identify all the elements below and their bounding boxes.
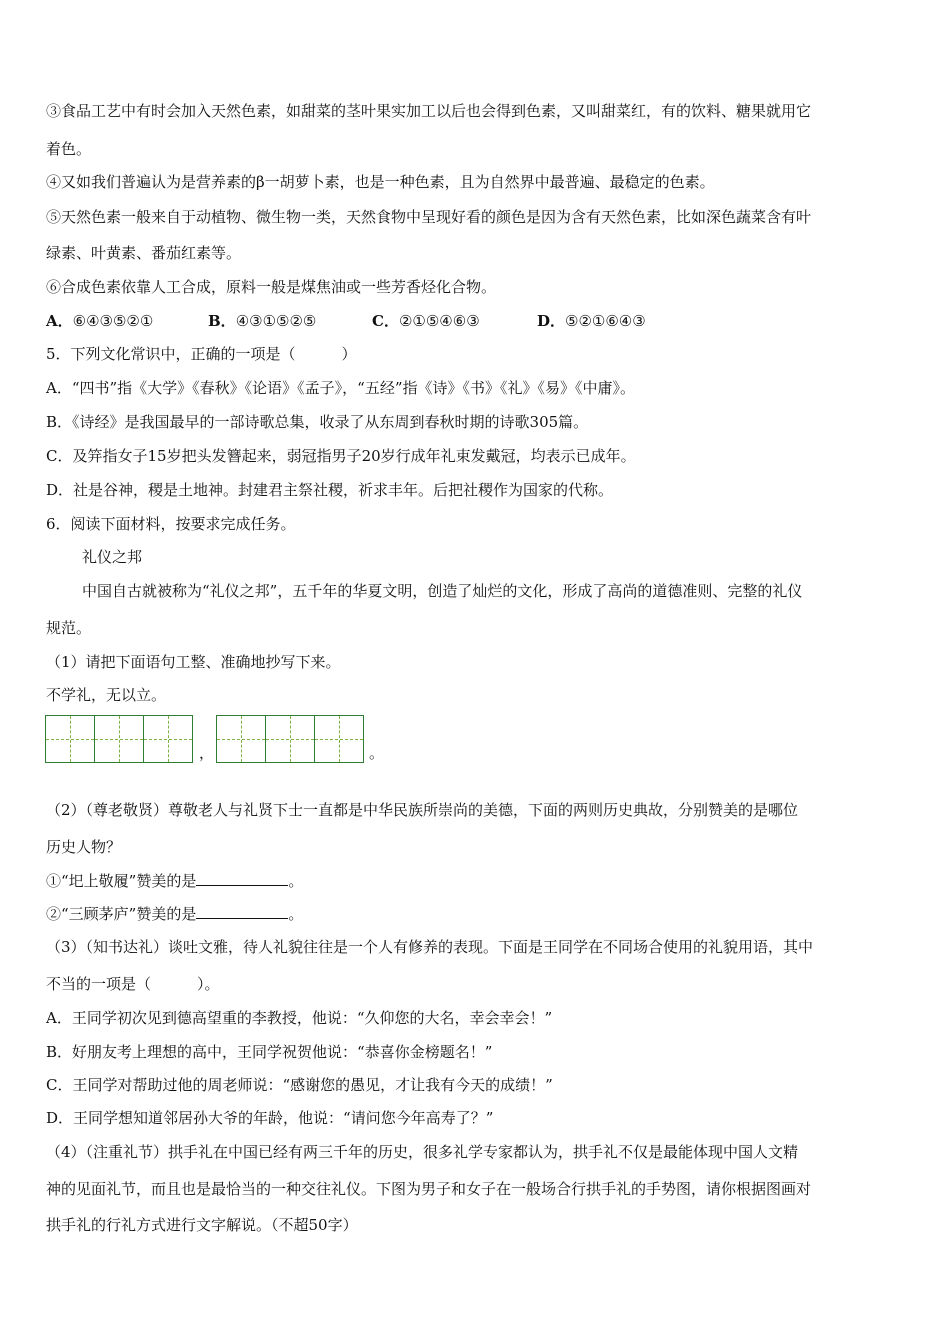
grid-cell[interactable] (45, 715, 95, 763)
q4-item3-line1: ③食品工艺中有时会加入天然色素，如甜菜的茎叶果实加工以后也会得到色素，又叫甜菜红，有的饮料、糖果就用它 (46, 102, 812, 120)
q4-item5-line2: 绿素、叶黄素、番茄红素等。 (46, 244, 242, 262)
q6-part3-option-b[interactable]: B．好朋友考上理想的高中，王同学祝贺他说：“恭喜你金榜题名！” (46, 1043, 493, 1061)
q5-option-c[interactable]: C．及笄指女子15岁把头发簪起来，弱冠指男子20岁行成年礼束发戴冠，均表示已成年。 (46, 447, 636, 465)
grid-period: 。 (369, 744, 385, 762)
q4-option-a[interactable]: A．⑥④③⑤②① (46, 312, 154, 330)
grid-comma: ， (199, 744, 215, 762)
grid-cell[interactable] (143, 715, 193, 763)
material-line2: 规范。 (46, 619, 92, 637)
q4-option-d[interactable]: D．⑤②①⑥④③ (537, 312, 646, 330)
q4-option-c[interactable]: C．②①⑤④⑥③ (372, 312, 480, 330)
grid-cell[interactable] (265, 715, 315, 763)
q6-part4-line2: 神的见面礼节，而且也是最恰当的一种交往礼仪。下图为男子和女子在一般场合行拱手礼的手势图，请你根据图画对 (46, 1180, 812, 1198)
answer-blank[interactable] (196, 871, 288, 886)
q6-part4-line1: （4）（注重礼节）拱手礼在中国已经有两三千年的历史，很多礼学专家都认为，拱手礼不仅是最能体现中国人文精 (46, 1143, 799, 1161)
q6-part2-item1: ①“圯上敬履”赞美的是 。 (46, 872, 304, 890)
q6-part2-line1: （2）（尊老敬贤）尊敬老人与礼贤下士一直都是中华民族所崇尚的美德，下面的两则历史典故，分别赞美的是哪位 (46, 801, 799, 819)
q6-part1-text: 不学礼，无以立。 (46, 686, 167, 704)
q5-option-d[interactable]: D．社是谷神，稷是土地神。封建君主祭社稷，祈求丰年。后把社稷作为国家的代称。 (46, 481, 614, 499)
q4-item4: ④又如我们普遍认为是营养素的β一胡萝卜素，也是一种色素，且为自然界中最普遍、最稳定的色素。 (46, 173, 715, 191)
q6-part2-line2: 历史人物？ (46, 838, 122, 856)
q6-part3-line1: （3）（知书达礼）谈吐文雅，待人礼貌往往是一个人有修养的表现。下面是王同学在不同场合使用的礼貌用语，其中 (46, 938, 814, 956)
q5-stem: 5．下列文化常识中，正确的一项是（ ） (46, 345, 357, 363)
q5-option-b[interactable]: B．《诗经》是我国最早的一部诗歌总集，收录了从东周到春秋时期的诗歌305篇。 (46, 413, 589, 431)
grid-cell[interactable] (94, 715, 144, 763)
q5-option-a[interactable]: A．“四书”指《大学》《春秋》《论语》《孟子》，“五经”指《诗》《书》《礼》《易》《中庸》。 (46, 379, 636, 397)
grid-cell[interactable] (314, 715, 364, 763)
material-title: 礼仪之邦 (82, 548, 143, 566)
q6-part2-item2: ②“三顾茅庐”赞美的是 。 (46, 905, 304, 923)
writing-grid-left[interactable] (45, 715, 192, 763)
q4-item5-line1: ⑤天然色素一般来自于动植物、微生物一类，天然食物中呈现好看的颜色是因为含有天然色素，比如深色蔬菜含有叶 (46, 208, 812, 226)
q6-part3-option-d[interactable]: D．王同学想知道邻居孙大爷的年龄，他说：“请问您今年高寿了？” (46, 1109, 494, 1127)
answer-blank[interactable] (196, 904, 288, 919)
q6-part3-option-c[interactable]: C．王同学对帮助过他的周老师说：“感谢您的愚见，才让我有今天的成绩！” (46, 1076, 553, 1094)
q4-item3-line2: 着色。 (46, 140, 92, 158)
writing-grid-right[interactable] (216, 715, 363, 763)
q6-part4-line3: 拱手礼的行礼方式进行文字解说。（不超50字） (46, 1216, 358, 1234)
q4-options (46, 311, 646, 331)
q6-part1-stem: （1）请把下面语句工整、准确地抄写下来。 (46, 653, 341, 671)
q6-part3-option-a[interactable]: A．王同学初次见到德高望重的李教授，他说：“久仰您的大名，幸会幸会！” (46, 1009, 553, 1027)
q4-option-b[interactable]: B．④③①⑤②⑤ (208, 312, 317, 330)
grid-cell[interactable] (216, 715, 266, 763)
q6-stem: 6．阅读下面材料，按要求完成任务。 (46, 515, 296, 533)
q6-part3-line2: 不当的一项是（ ）。 (46, 975, 220, 993)
material-line1: 中国自古就被称为“礼仪之邦”，五千年的华夏文明，创造了灿烂的文化，形成了高尚的道德准则、完整的礼仪 (82, 582, 803, 600)
q4-item6: ⑥合成色素依靠人工合成，原料一般是煤焦油或一些芳香烃化合物。 (46, 278, 497, 296)
